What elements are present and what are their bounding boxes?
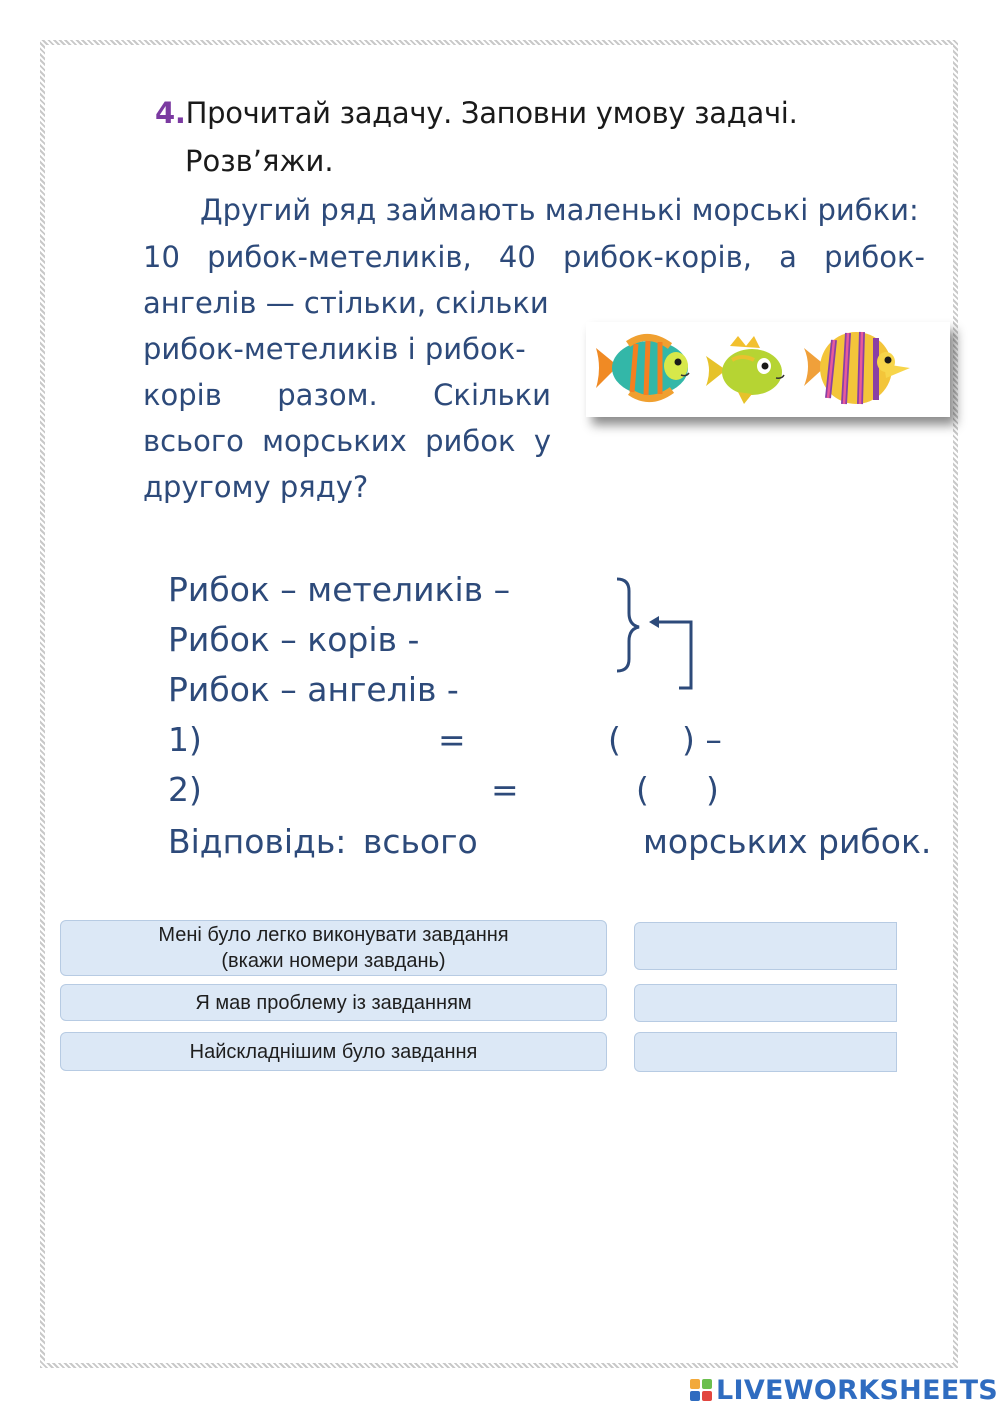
task-heading-continued: Розв’яжи. — [185, 144, 334, 178]
reflection-input-hardest[interactable] — [634, 1032, 897, 1072]
task-number: 4. — [155, 96, 186, 130]
reflection-input-easy[interactable] — [634, 922, 897, 970]
liveworksheets-logo — [690, 1372, 998, 1408]
problem-line-6: всього морських рибок у — [143, 424, 551, 458]
striped-teal-fish-icon — [588, 328, 698, 410]
solution-row-cow: Рибок – корів - — [168, 620, 420, 659]
reflection-label-hardest-text: Найскладнішим було завдання — [189, 1040, 478, 1063]
problem-line-2: 10 рибок-метеликів, 40 рибок-корів, а рибок- — [143, 240, 925, 274]
reflection-label-problem-text: Я мав проблему із завданням — [195, 991, 472, 1014]
step-1-equals: = — [438, 720, 466, 759]
answer-start: Відповідь: всього — [168, 822, 478, 861]
reflection-label-hardest — [60, 1032, 607, 1071]
answer-end: морських рибок. — [643, 822, 932, 861]
orange-purple-striped-fish-icon — [798, 322, 918, 414]
step-1-number: 1) — [168, 720, 202, 759]
problem-line-4: рибок-метеликів і рибок- — [143, 332, 526, 366]
solution-row-angel: Рибок – ангелів - — [168, 670, 459, 709]
solution-row-butterfly: Рибок – метеликів – — [168, 570, 511, 609]
problem-line-1: Другий ряд займають маленькі морські рибки: — [200, 193, 919, 227]
step-1-paren-close: ) – — [682, 720, 722, 759]
step-2-number: 2) — [168, 770, 202, 809]
problem-line-7: другому ряду? — [143, 470, 369, 504]
fish-picture — [586, 322, 950, 417]
step-2-equals: = — [491, 770, 519, 809]
reflection-label-easy — [60, 920, 607, 976]
step-1-paren-open: ( — [608, 720, 621, 759]
reflection-label-easy-line1: Мені було легко виконувати завдання — [158, 924, 509, 946]
brace-arrow-diagram — [605, 575, 700, 695]
task-heading-text: Прочитай задачу. Заповни умову задачі. — [185, 96, 798, 130]
liveworksheets-logo-icon — [690, 1379, 712, 1401]
reflection-label-easy-line2: (вкажи номери завдань) — [221, 950, 446, 972]
reflection-input-problem[interactable] — [634, 984, 897, 1022]
step-2-paren-close: ) — [706, 770, 719, 809]
step-2-paren-open: ( — [636, 770, 649, 809]
green-yellow-fish-icon — [702, 334, 792, 408]
liveworksheets-logo-text: LIVEWORKSHEETS — [716, 1374, 999, 1406]
reflection-label-problem — [60, 984, 607, 1021]
task-heading — [155, 96, 797, 130]
problem-line-3: ангелів — стільки, скільки — [143, 286, 549, 320]
problem-line-5: корів разом. Скільки — [143, 378, 551, 412]
